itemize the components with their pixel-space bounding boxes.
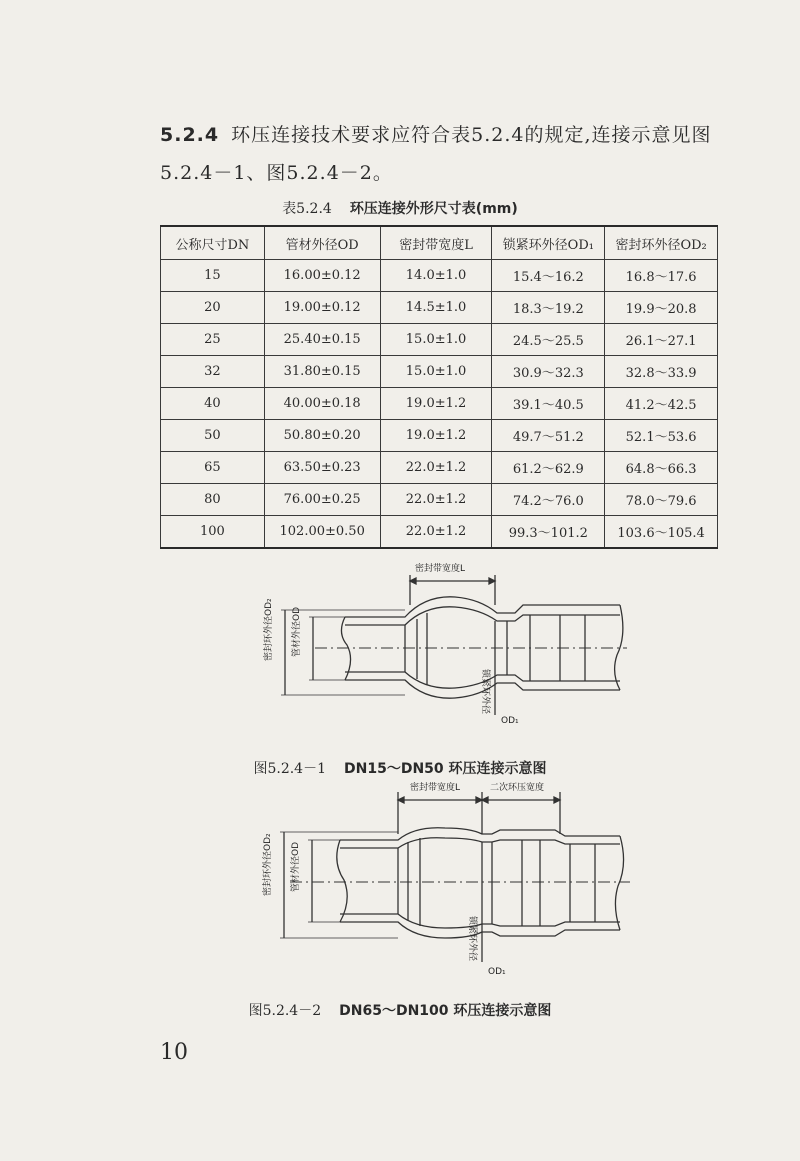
figure-2-diagram (260, 782, 640, 982)
table-cell: 32 (161, 356, 265, 388)
table-cell: 63.50±0.23 (264, 452, 380, 484)
table-cell: 78.0～79.6 (605, 484, 718, 516)
dimension-table (160, 225, 718, 549)
table-cell: 64.8～66.3 (605, 452, 718, 484)
figure-1-caption (0, 758, 800, 778)
table-cell: 32.8～33.9 (605, 356, 718, 388)
header-seal-ring-od: 密封环外径OD₂ (605, 226, 718, 260)
figure-2-number: 图5.2.4－2 (248, 1003, 322, 1019)
fig1-pipe-od-label: 管材外径OD (292, 606, 302, 657)
fig2-seal-width-label: 密封带宽度L (410, 783, 461, 793)
figure-2-caption (0, 1000, 800, 1020)
clause-paragraph (160, 116, 740, 192)
table-cell: 41.2～42.5 (605, 388, 718, 420)
clause-number: 5.2.4 (160, 124, 220, 146)
table-cell: 15.4～16.2 (492, 260, 605, 292)
table-cell: 24.5～25.5 (492, 324, 605, 356)
clause-text-line1: 环压连接技术要求应符合表5.2.4的规定,连接示意见图 (231, 124, 712, 146)
table-cell: 25.40±0.15 (264, 324, 380, 356)
table-cell: 22.0±1.2 (380, 452, 492, 484)
fig2-lock-ring-od-label: 锁紧环外径 (467, 916, 477, 962)
table-header-row (161, 226, 718, 260)
table-cell: 18.3～19.2 (492, 292, 605, 324)
fig2-second-width-label: 二次环压宽度 (490, 783, 545, 793)
table-cell: 74.2～76.0 (492, 484, 605, 516)
fig1-seal-ring-od-label: 密封环外径OD₂ (264, 598, 274, 661)
table-cell: 14.5±1.0 (380, 292, 492, 324)
table-row (161, 452, 718, 484)
table-cell: 76.00±0.25 (264, 484, 380, 516)
fig1-seal-width-label: 密封带宽度L (415, 564, 466, 574)
table-cell: 15.0±1.0 (380, 324, 492, 356)
table-cell: 65 (161, 452, 265, 484)
table-cell: 100 (161, 516, 265, 549)
table-cell: 20 (161, 292, 265, 324)
header-lock-ring-od: 锁紧环外径OD₁ (492, 226, 605, 260)
figure-1-number: 图5.2.4－1 (253, 761, 326, 777)
table-cell: 25 (161, 324, 265, 356)
table-number: 表5.2.4 (282, 201, 332, 217)
table-cell: 40 (161, 388, 265, 420)
table-cell: 26.1～27.1 (605, 324, 718, 356)
table-cell: 50.80±0.20 (264, 420, 380, 452)
table-row (161, 324, 718, 356)
clause-text-line2: 5.2.4－1、图5.2.4－2。 (160, 162, 393, 184)
table-cell: 19.9～20.8 (605, 292, 718, 324)
header-pipe-od: 管材外径OD (264, 226, 380, 260)
table-cell: 61.2～62.9 (492, 452, 605, 484)
fig1-od1-label: OD₁ (501, 716, 519, 726)
table-cell: 15.0±1.0 (380, 356, 492, 388)
table-cell: 22.0±1.2 (380, 516, 492, 549)
table-cell: 50 (161, 420, 265, 452)
table-cell: 99.3～101.2 (492, 516, 605, 549)
fig2-pipe-od-label: 管材外径OD (291, 841, 301, 892)
table-cell: 22.0±1.2 (380, 484, 492, 516)
table-cell: 49.7～51.2 (492, 420, 605, 452)
figure-2-svg (260, 782, 640, 982)
header-seal-width: 密封带宽度L (380, 226, 492, 260)
header-nominal-size: 公称尺寸DN (161, 226, 265, 260)
table-cell: 80 (161, 484, 265, 516)
table-cell: 19.00±0.12 (264, 292, 380, 324)
table-row (161, 516, 718, 549)
table-cell: 19.0±1.2 (380, 420, 492, 452)
table-row (161, 388, 718, 420)
table-title: 环压连接外形尺寸表(mm) (349, 201, 518, 217)
table-row (161, 260, 718, 292)
table-cell: 39.1～40.5 (492, 388, 605, 420)
table-row (161, 484, 718, 516)
figure-1-title: DN15～DN50 环压连接示意图 (344, 761, 547, 777)
page-number: 10 (160, 1040, 188, 1065)
table-cell: 16.00±0.12 (264, 260, 380, 292)
fig2-seal-ring-od-label: 密封环外径OD₂ (263, 833, 273, 896)
fig2-od1-label: OD₁ (488, 967, 506, 977)
fig1-lock-ring-od-label: 锁紧环外径 (480, 669, 490, 715)
table-cell: 16.8～17.6 (605, 260, 718, 292)
table-row (161, 356, 718, 388)
table-row (161, 292, 718, 324)
figure-2-title: DN65～DN100 环压连接示意图 (339, 1003, 552, 1019)
table-cell: 40.00±0.18 (264, 388, 380, 420)
figure-1-diagram (255, 555, 635, 745)
table-cell: 31.80±0.15 (264, 356, 380, 388)
table-cell: 19.0±1.2 (380, 388, 492, 420)
table-cell: 30.9～32.3 (492, 356, 605, 388)
figure-1-svg (255, 555, 635, 745)
table-cell: 14.0±1.0 (380, 260, 492, 292)
table-cell: 103.6～105.4 (605, 516, 718, 549)
table-caption (0, 198, 800, 218)
table-cell: 15 (161, 260, 265, 292)
table-cell: 52.1～53.6 (605, 420, 718, 452)
table-row (161, 420, 718, 452)
table-cell: 102.00±0.50 (264, 516, 380, 549)
